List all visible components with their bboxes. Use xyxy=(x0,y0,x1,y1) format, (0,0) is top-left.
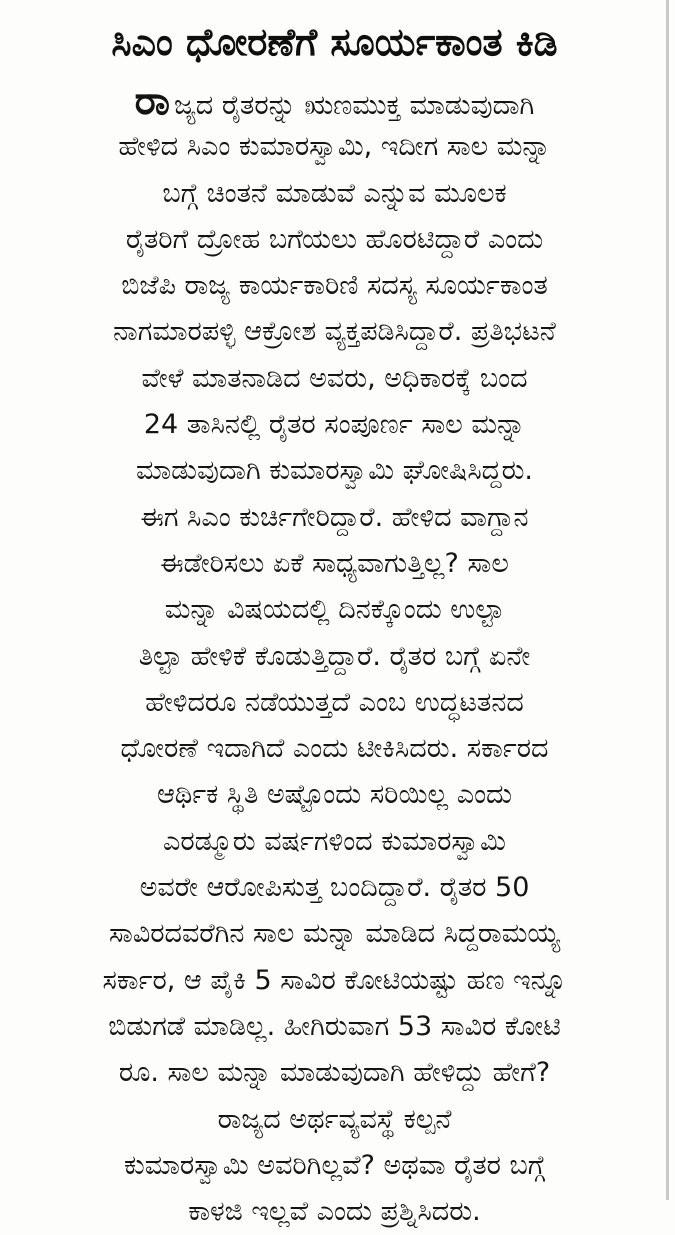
article-line: ಹೇಳಿದ ಸಿಎಂ ಕುಮಾರಸ್ವಾಮಿ, ಇದೀಗ ಸಾಲ ಮನ್ನಾ xyxy=(118,131,551,163)
article-line: ಕಾಳಜಿ ಇಲ್ಲವೆ ಎಂದು ಪ್ರಶ್ನಿಸಿದರು. xyxy=(188,1196,481,1228)
article-line: ಅವರೇ ಆರೋಪಿಸುತ್ತ ಬಂದಿದ್ದಾರೆ. ರೈತರ 50 xyxy=(139,872,530,904)
article-line: ಈಡೇರಿಸಲು ಏಕೆ ಸಾಧ್ಯವಾಗುತ್ತಿಲ್ಲ? ಸಾಲ xyxy=(160,547,509,579)
article-line: ತಿಲ್ಟಾ ಹೇಳಿಕೆ ಕೊಡುತ್ತಿದ್ದಾರೆ. ರೈತರ ಬಗ್ಗೆ ಏನೇ xyxy=(138,640,531,672)
article-line xyxy=(12,78,657,124)
article-line: ವೇಳೆ ಮಾತನಾಡಿದ ಅವರು, ಅಧಿಕಾರಕ್ಕೆ ಬಂದ xyxy=(141,362,528,394)
article-line: ಮಾಡುವುದಾಗಿ ಕುಮಾರಸ್ವಾಮಿ ಘೋಷಿಸಿದ್ದರು. xyxy=(135,455,534,487)
article-headline: ಸಿಎಂ ಧೋರಣೆಗೆ ಸೂರ್ಯಕಾಂತ ಕಿಡಿ xyxy=(111,20,558,64)
article-line: ಬಿಡುಗಡೆ ಮಾಡಿಲ್ಲ. ಹೀಗಿರುವಾಗ 53 ಸಾವಿರ ಕೋಟಿ xyxy=(108,1010,561,1042)
article-line: ಸಾವಿರದವರೆಗಿನ ಸಾಲ ಮನ್ನಾ ಮಾಡಿದ ಸಿದ್ದರಾಮಯ್ಯ xyxy=(108,918,561,950)
article-line: ಬಗ್ಗೆ ಚಿಂತನೆ ಮಾಡುವೆ ಎನ್ನುವ ಮೂಲಕ xyxy=(162,177,507,209)
article-line: ಈಗ ಸಿಎಂ ಕುರ್ಚಿಗೇರಿದ್ದಾರೆ. ಹೇಳಿದ ವಾಗ್ದಾನ xyxy=(140,501,529,533)
article-line: ರೂ. ಸಾಲ ಮನ್ನಾ ಮಾಡುವುದಾಗಿ ಹೇಳಿದ್ದು ಹೇಗೆ? xyxy=(118,1057,551,1089)
article-line: ಮನ್ನಾ ವಿಷಯದಲ್ಲಿ ದಿನಕ್ಕೊಂದು ಉಲ್ಟಾ xyxy=(164,594,505,626)
article-line: ರಾಜ್ಯದ ಅರ್ಥವ್ಯವಸ್ಥೆ ಕಲ್ಪನೆ xyxy=(217,1103,452,1135)
article-line-text: ಜ್ಯದ ರೈತರನ್ನು ಋಣಮುಕ್ತ ಮಾಡುವುದಾಗಿ xyxy=(173,90,535,121)
page-edge-rule xyxy=(666,0,669,1200)
article-dropcap: ರಾ xyxy=(134,78,170,124)
article-line: 24 ತಾಸಿನಲ್ಲಿ ರೈತರ ಸಂಪೂರ್ಣ ಸಾಲ ಮನ್ನಾ xyxy=(143,409,526,441)
article-line: ಸರ್ಕಾರ, ಆ ಪೈಕಿ 5 ಸಾವಿರ ಕೋಟಿಯಷ್ಟು ಹಣ ಇನ್ನೂ xyxy=(102,964,567,996)
article-line: ನಾಗಮಾರಪಳ್ಳಿ ಆಕ್ರೋಶ ವ್ಯಕ್ತಪಡಿಸಿದ್ದಾರೆ. ಪ್ರತಿಭಟನೆ xyxy=(113,316,556,348)
article-line: ಧೋರಣೆ ಇದಾಗಿದೆ ಎಂದು ಟೀಕಿಸಿದರು. ಸರ್ಕಾರದ xyxy=(120,733,549,765)
article-line: ಹೇಳಿದರೂ ನಡೆಯುತ್ತದೆ ಎಂಬ ಉದ್ಧಟತನದ xyxy=(145,686,524,718)
article-line: ರೈತರಿಗೆ ದ್ರೋಹ ಬಗೆಯಲು ಹೊರಟಿದ್ದಾರೆ ಎಂದು xyxy=(125,223,544,255)
article-line: ಎರಡ್ಮೂರು ವರ್ಷಗಳಿಂದ ಕುಮಾರಸ್ವಾಮಿ xyxy=(163,825,506,857)
article-line: ಕುಮಾರಸ್ವಾಮಿ ಅವರಿಗಿಲ್ಲವೆ? ಅಥವಾ ರೈತರ ಬಗ್ಗೆ xyxy=(123,1149,546,1181)
article-body xyxy=(12,74,657,1235)
article-line: ಆರ್ಥಿಕ ಸ್ಥಿತಿ ಅಷ್ಟೊಂದು ಸರಿಯಿಲ್ಲ ಎಂದು xyxy=(156,779,513,811)
article-line: ಬಿಜೆಪಿ ರಾಜ್ಯ ಕಾರ್ಯಕಾರಿಣಿ ಸದಸ್ಯ ಸೂರ್ಯಕಾಂತ xyxy=(121,270,548,302)
